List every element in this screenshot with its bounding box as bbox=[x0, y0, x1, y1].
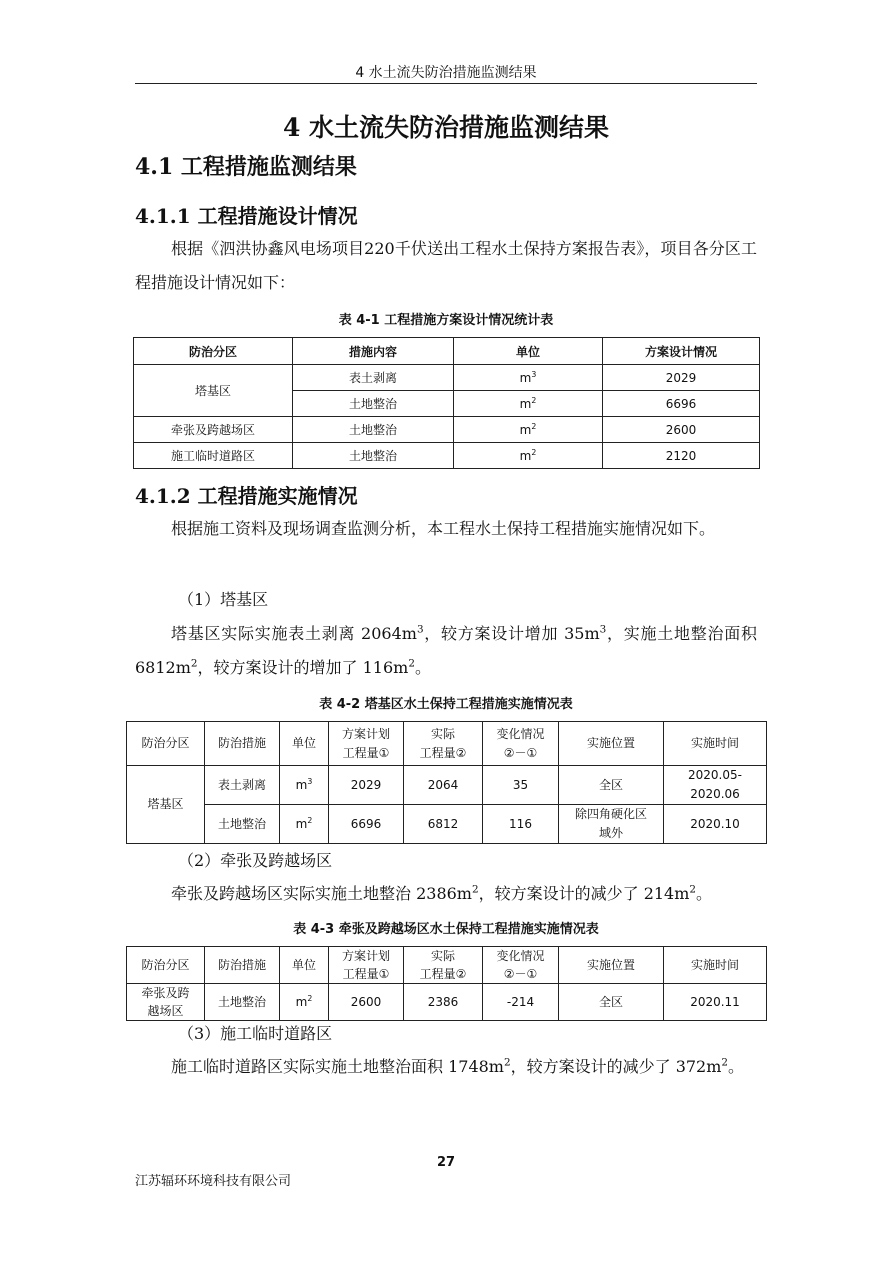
cell-time: 2020.10 bbox=[664, 805, 767, 844]
col-header-time: 实施时间 bbox=[664, 722, 767, 766]
col-header-unit: 单位 bbox=[280, 722, 329, 766]
cell-time: 2020.11 bbox=[664, 984, 767, 1021]
cell-actual: 6812 bbox=[404, 805, 483, 844]
col-header-location: 实施位置 bbox=[559, 947, 664, 984]
subsection-label-tower: （1）塔基区 bbox=[178, 590, 269, 609]
table-caption-4-3: 表 4-3 牵张及跨越场区水土保持工程措施实施情况表 bbox=[293, 922, 599, 937]
section-heading-4-1: 4.1 工程措施监测结果 bbox=[135, 154, 357, 180]
col-header-measure: 防治措施 bbox=[205, 947, 280, 984]
cell-unit: $m^3$ bbox=[454, 365, 603, 391]
cell-plan: 2600 bbox=[329, 984, 404, 1021]
cell-change: -214 bbox=[483, 984, 559, 1021]
col-header-time: 实施时间 bbox=[664, 947, 767, 984]
footer-company: 江苏辐环环境科技有限公司 bbox=[135, 1174, 292, 1189]
col-header-unit: 单位 bbox=[454, 338, 603, 365]
cell-measure: 土地整治 bbox=[293, 417, 454, 443]
table-4-1 bbox=[133, 337, 760, 469]
section-heading-4-1-2: 4.1.2 工程措施实施情况 bbox=[135, 484, 358, 508]
subsection-label-road: （3）施工临时道路区 bbox=[178, 1024, 333, 1043]
table-caption-4-2: 表 4-2 塔基区水土保持工程措施实施情况表 bbox=[319, 697, 573, 712]
section-heading-4-1-1: 4.1.1 工程措施设计情况 bbox=[135, 204, 358, 228]
cell-measure: 表土剥离 bbox=[293, 365, 454, 391]
table-row bbox=[127, 805, 767, 844]
cell-plan: 6696 bbox=[329, 805, 404, 844]
table-header-row bbox=[127, 722, 767, 766]
col-header-zone: 防治分区 bbox=[134, 338, 293, 365]
cell-actual: 2386 bbox=[404, 984, 483, 1021]
table-caption-4-1: 表 4-1 工程措施方案设计情况统计表 bbox=[338, 313, 554, 328]
col-header-actual: 实际 工程量② bbox=[404, 947, 483, 984]
col-header-location: 实施位置 bbox=[559, 722, 664, 766]
table-row bbox=[134, 443, 760, 469]
chapter-title: 4 水土流失防治措施监测结果 bbox=[282, 113, 610, 142]
col-header-actual: 实际 工程量② bbox=[404, 722, 483, 766]
col-header-plan: 方案计划 工程量① bbox=[329, 722, 404, 766]
paragraph-road: 施工临时道路区实际实施土地整治面积 $1748m^2$，较方案设计的减少了 $372m^2$。 bbox=[171, 1056, 745, 1076]
col-header-plan: 方案计划 工程量① bbox=[329, 947, 404, 984]
cell-zone: 塔基区 bbox=[134, 365, 293, 417]
cell-unit: $m^2$ bbox=[280, 805, 329, 844]
cell-location: 全区 bbox=[559, 984, 664, 1021]
cell-zone: 牵张及跨越场区 bbox=[134, 417, 293, 443]
cell-zone: 塔基区 bbox=[127, 766, 205, 844]
cell-location: 全区 bbox=[559, 766, 664, 805]
col-header-design: 方案设计情况 bbox=[603, 338, 760, 365]
cell-change: 116 bbox=[483, 805, 559, 844]
cell-value: 2029 bbox=[603, 365, 760, 391]
cell-unit: $m^3$ bbox=[280, 766, 329, 805]
cell-measure: 土地整治 bbox=[205, 805, 280, 844]
running-header: 4 水土流失防治措施监测结果 bbox=[355, 65, 537, 81]
table-row bbox=[127, 766, 767, 805]
cell-measure: 土地整治 bbox=[293, 391, 454, 417]
paragraph-tower: 塔基区实际实施表土剥离 $2064m^3$，较方案设计增加 $35m^3$，实施土地整治面积 $6812m^2$，较方案设计的增加了 $116m^2$。 bbox=[135, 623, 757, 677]
cell-unit: $m^2$ bbox=[280, 984, 329, 1021]
table-4-2 bbox=[126, 721, 767, 844]
cell-location: 除四角硬化区 域外 bbox=[559, 805, 664, 844]
subsection-label-tension: （2）牵张及跨越场区 bbox=[178, 851, 333, 870]
paragraph-tension: 牵张及跨越场区实际实施土地整治 $2386m^2$，较方案设计的减少了 $214m^2$。 bbox=[171, 883, 713, 903]
table-header-row bbox=[134, 338, 760, 365]
col-header-zone: 防治分区 bbox=[127, 947, 205, 984]
col-header-change: 变化情况 ②－① bbox=[483, 722, 559, 766]
table-row bbox=[134, 417, 760, 443]
cell-zone: 施工临时道路区 bbox=[134, 443, 293, 469]
cell-unit: $m^2$ bbox=[454, 417, 603, 443]
cell-measure: 土地整治 bbox=[205, 984, 280, 1021]
table-header-row bbox=[127, 947, 767, 984]
col-header-measure: 措施内容 bbox=[293, 338, 454, 365]
cell-measure: 表土剥离 bbox=[205, 766, 280, 805]
cell-value: 6696 bbox=[603, 391, 760, 417]
col-header-zone: 防治分区 bbox=[127, 722, 205, 766]
cell-actual: 2064 bbox=[404, 766, 483, 805]
cell-time: 2020.05- 2020.06 bbox=[664, 766, 767, 805]
header-divider bbox=[135, 83, 757, 84]
cell-plan: 2029 bbox=[329, 766, 404, 805]
col-header-change: 变化情况 ②－① bbox=[483, 947, 559, 984]
cell-measure: 土地整治 bbox=[293, 443, 454, 469]
paragraph-design: 根据《泗洪协鑫风电场项目220千伏送出工程水土保持方案报告表》，项目各分区工程措施设计情况如下： bbox=[135, 239, 757, 292]
col-header-measure: 防治措施 bbox=[205, 722, 280, 766]
cell-unit: $m^2$ bbox=[454, 443, 603, 469]
table-row bbox=[134, 365, 760, 391]
col-header-unit: 单位 bbox=[280, 947, 329, 984]
cell-zone: 牵张及跨 越场区 bbox=[127, 984, 205, 1021]
table-row bbox=[127, 984, 767, 1021]
paragraph-implementation: 根据施工资料及现场调查监测分析，本工程水土保持工程措施实施情况如下。 bbox=[171, 519, 716, 538]
table-4-3 bbox=[126, 946, 767, 1021]
cell-value: 2120 bbox=[603, 443, 760, 469]
cell-value: 2600 bbox=[603, 417, 760, 443]
cell-change: 35 bbox=[483, 766, 559, 805]
page-number: 27 bbox=[436, 1155, 456, 1170]
cell-unit: $m^2$ bbox=[454, 391, 603, 417]
